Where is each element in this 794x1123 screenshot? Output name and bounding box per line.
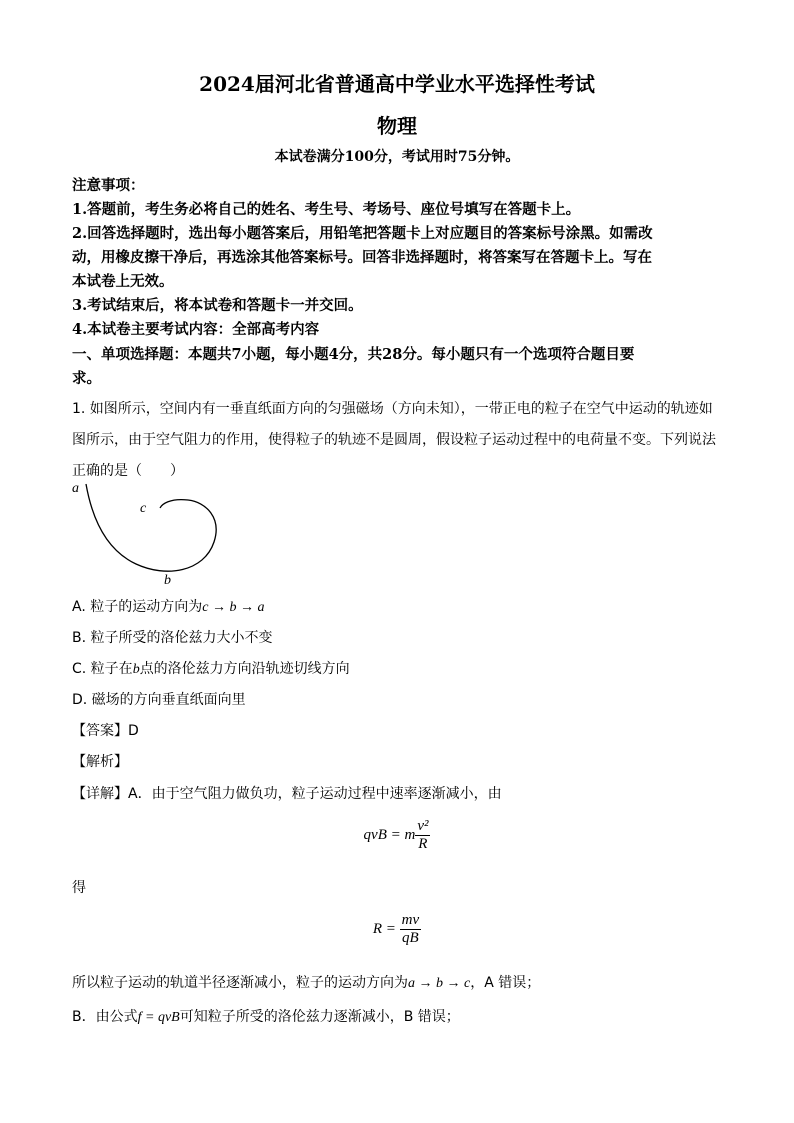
section-heading-line-2: 求。 (72, 370, 101, 387)
subject-title: 物理 (377, 114, 417, 138)
de-text: 得 (72, 880, 86, 896)
equation-1: qvB = m $\frac{\text{v²}}{R}$ (363, 818, 429, 852)
option-a: A. 粒子的运动方向为c → b → a (72, 599, 265, 615)
notes-heading: 注意事项： (72, 177, 145, 194)
q1-stem-line-3: 正确的是（ ） (72, 463, 184, 479)
section-heading-line-1: 一、单项选择题：本题共7小题，每小题4分，共28分。每小题只有一个选项符合题目要 (72, 346, 635, 363)
conclusion-a: 所以粒子运动的轨道半径逐渐减小，粒子的运动方向为a → b → c，A 错误； (72, 975, 541, 991)
option-c: C. 粒子在b点的洛伦兹力方向沿轨迹切线方向 (72, 661, 350, 677)
trajectory-curve (86, 484, 216, 571)
answer-label: 【答案】D (72, 723, 139, 739)
note-1: 1.答题前，考生务必将自己的姓名、考生号、考场号、座位号填写在答题卡上。 (72, 201, 581, 218)
label-a: a (72, 481, 79, 496)
equation-2: R = $\frac{mv}{qB}$ (372, 912, 420, 946)
exam-title: 2024届河北省普通高中学业水平选择性考试 (199, 72, 595, 96)
q1-stem-line-2: 图所示，由于空气阻力的作用，使得粒子的轨迹不是圆周，假设粒子运动过程中的电荷量不变。下列说法 (72, 432, 716, 448)
option-d: D. 磁场的方向垂直纸面向里 (72, 692, 246, 708)
note-2-line-2: 动，用橡皮擦干净后，再选涂其他答案标号。回答非选择题时，将答案写在答题卡上。写在 (72, 249, 652, 266)
q1-stem-line-1: 1. 如图所示，空间内有一垂直纸面方向的匀强磁场（方向未知），一带正电的粒子在空气中运动的轨迹如 (72, 401, 713, 417)
detail-line: 【详解】A．由于空气阻力做负功，粒子运动过程中速率逐渐减小，由 (72, 786, 502, 802)
note-3: 3.考试结束后，将本试卷和答题卡一并交回。 (72, 297, 363, 314)
label-b: b (164, 573, 171, 588)
note-2-line-3: 本试卷上无效。 (72, 273, 174, 290)
exam-info: 本试卷满分100分，考试用时75分钟。 (274, 149, 520, 165)
analysis-label: 【解析】 (72, 754, 128, 770)
note-4: 4.本试卷主要考试内容：全部高考内容 (72, 321, 320, 338)
note-2-line-1: 2.回答选择题时，选出每小题答案后，用铅笔把答题卡上对应题目的答案标号涂黑。如需改 (72, 225, 653, 242)
option-b: B. 粒子所受的洛伦兹力大小不变 (72, 630, 273, 646)
trajectory-figure (66, 478, 236, 590)
conclusion-b: B．由公式f = qvB可知粒子所受的洛伦兹力逐渐减小，B 错误； (72, 1009, 460, 1025)
label-c: c (140, 501, 147, 516)
